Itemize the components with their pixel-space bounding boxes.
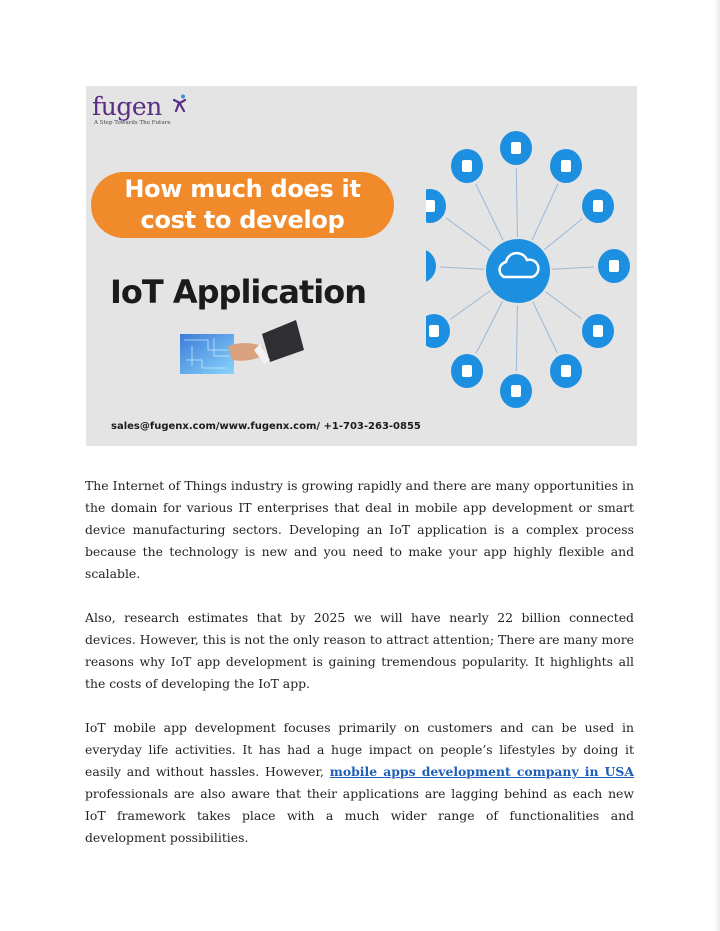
magnet-icon bbox=[550, 149, 582, 183]
logo-tagline: A Step Towards The Future bbox=[94, 120, 171, 126]
connection-arrow bbox=[545, 291, 582, 319]
page-edge-shadow bbox=[714, 0, 720, 931]
tablet-icon bbox=[426, 189, 446, 223]
headline-pill bbox=[91, 172, 394, 238]
article-body bbox=[85, 475, 634, 871]
paragraph-3-text-after: professionals are also aware that their applications are lagging behind as each new IoT framework takes place with a much wider range of functionalities and development possibilities. bbox=[85, 786, 634, 845]
monitor-icon bbox=[598, 249, 630, 283]
logo-wordmark: fugen bbox=[92, 92, 162, 121]
connection-arrow bbox=[446, 218, 491, 251]
paragraph-3-text-before: IoT mobile app development focuses primarily on customers and can be used in everyday life activities. It has had a huge impact on people’s lifestyles by doing it easily and without hassles. However, bbox=[85, 720, 634, 779]
handshake-illustration bbox=[178, 316, 308, 382]
house-icon bbox=[426, 249, 436, 283]
connection-arrow bbox=[476, 301, 502, 353]
connection-arrow bbox=[544, 219, 582, 250]
lightbulb-icon bbox=[426, 314, 450, 348]
gear-icon bbox=[582, 189, 614, 223]
headline-line-2: cost to develop bbox=[140, 206, 345, 234]
fugenx-logo bbox=[92, 92, 171, 126]
connection-arrow bbox=[450, 291, 490, 320]
paragraph-3 bbox=[85, 717, 634, 849]
mobile-apps-company-link[interactable]: mobile apps development company in USA bbox=[329, 764, 634, 779]
gamepad-icon bbox=[451, 354, 483, 388]
wifi-icon bbox=[582, 314, 614, 348]
mobile-phone-icon bbox=[500, 374, 532, 408]
tools-icon bbox=[500, 131, 532, 165]
cloud-icon bbox=[486, 239, 550, 303]
banner-title: IoT Application bbox=[110, 273, 366, 311]
connection-arrow bbox=[476, 184, 503, 240]
contact-line: sales@fugenx.com/www.fugenx.com/ +1-703-263-0855 bbox=[111, 421, 421, 432]
logo-x-figure-icon bbox=[173, 94, 187, 112]
iot-network-diagram bbox=[426, 126, 637, 426]
connection-arrow bbox=[516, 305, 517, 371]
microphone-icon bbox=[451, 149, 483, 183]
connection-arrow bbox=[440, 267, 484, 269]
headline-line-1: How much does it bbox=[124, 175, 361, 203]
connection-arrow bbox=[552, 267, 594, 269]
person-icon bbox=[550, 354, 582, 388]
connection-arrow bbox=[533, 302, 558, 353]
hero-banner-image bbox=[86, 86, 637, 446]
paragraph-1: The Internet of Things industry is growing rapidly and there are many opportunities in the domain for various IT enterprises that deal in mobile app development or smart device manufacturing sectors. Developing an IoT application is a complex process because the technology is new and you need to make your app highly flexible and scalable. bbox=[85, 478, 634, 581]
paragraph-2: Also, research estimates that by 2025 we will have nearly 22 billion connected devices. However, this is not the only reason to attract attention; There are many more reasons why IoT app development is gaining tremendous popularity. It highlights all the costs of developing the IoT app. bbox=[85, 610, 634, 691]
connection-arrow bbox=[516, 168, 517, 237]
connection-arrow bbox=[532, 184, 558, 240]
